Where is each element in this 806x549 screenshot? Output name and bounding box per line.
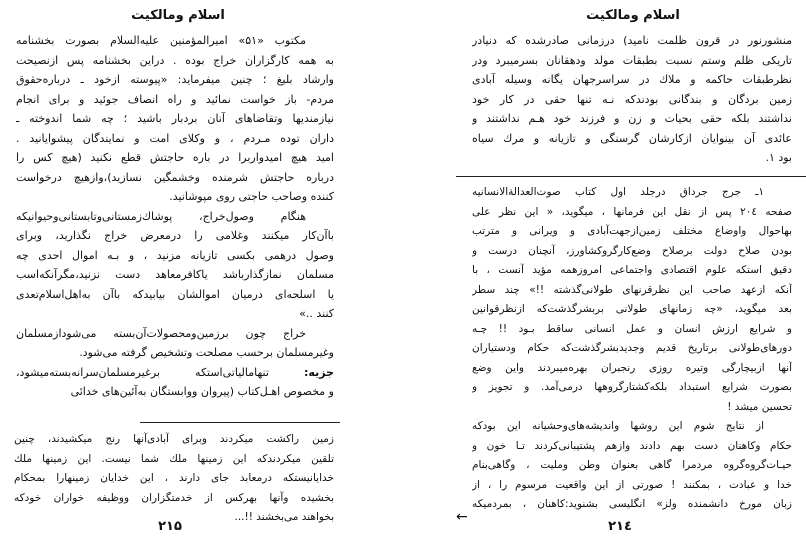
text-line: امید هیچ امیدواربرا در باره حاجتش قطع نکنید (هیچ کس را: [16, 151, 334, 164]
footnote-line: صفحه ۲۰٤ پس از نقل این فرمانها ، میگوید، « این نظر علی: [472, 205, 792, 218]
footnote-line: بودن صلاح دولت برصلاح وضع‌کارگروکشاورز، آنچنان درست و: [472, 244, 792, 257]
running-header: اسلام ومالكيت: [131, 8, 225, 23]
footnote-divider: [140, 422, 340, 423]
text-line: نیازمندیها وتقاضاهای آنان بردبار باشید ؛ چه شما اندوخته ـ: [16, 112, 334, 125]
footnote-line: آنها ازبیچارگی وتیره روزی رنجبران بهره‌میبردند واین وضع: [472, 361, 792, 374]
footnote-line: خدایانیستکه درمعابد جای دارند ، این خدایان زمینهارا بمحکام: [14, 472, 334, 484]
text-line: یا اسلحه‌ای درمیان اموالشان بیابیدکه باآن به‌اهل‌اسلام‌تعدی: [16, 287, 334, 301]
text-line: خراج چون برزمین‌ومحصولات‌آن‌بسته می‌شودازمسلمان: [16, 326, 306, 340]
footnote-line: بهاحوال واوضاع مختلف زمین‌ازجهت‌آبادی و ویرانی و مترتب: [472, 225, 792, 237]
text-line: نداشتند بلکه حقی بحیات و زن و فرزند خود هـم نداشتند و: [472, 112, 792, 125]
text-line: درباره حاجتش شرمنده وخشمگین نسازید)،وازهیچ درخواست: [16, 170, 334, 184]
footnote-line: خدا و عبادت ، بمکنند ! صورتی از این واقعیت مرسوم را ، از: [472, 478, 792, 491]
text-line: تاریکی ظلم وستم نسبت بطبقات مولد ودهقانان بسرمیبرد ودر: [472, 53, 792, 67]
footnote-line: حکام وکاهنان دست بهم دادند وازهم پشتیبانی‌کردند تـا خون و: [472, 439, 792, 452]
footnote-line: ۱ـ جرج جرداق درجلد اول کتاب صوت‌العدالةالانسانیه: [472, 186, 764, 198]
text-line: بود ۱.: [765, 151, 792, 164]
text-line: مکتوب «۵۱» امیرالمؤمنین علیه‌السلام بصورت بخشنامه: [16, 34, 306, 47]
continue-arrow-icon: ←: [456, 509, 468, 525]
text-fragment: تنهامالیاتی‌استکه برغیرمسلمان‌سرانه‌بسته‌میشود،: [16, 365, 269, 379]
text-line: عائدی آن بینوایان ازکارشان گرسنگی و تازیانه و مرك سیاه: [472, 131, 792, 145]
footnote-line: از نتایج شوم این روشها واندیشه‌های‌وحشیانه این بودکه: [472, 420, 764, 432]
footnote-divider: [456, 176, 806, 177]
text-line: منشورنور در قرون ظلمت نامید) درزمانی صادرشده که دنیادر: [472, 34, 792, 47]
jizya-term: جزیه:: [304, 365, 334, 379]
text-line: مردم- باز خواست نمائید و راه انصاف جوئید و برای انجام: [16, 92, 334, 106]
text-line: وارشاد بلیغ ؛ چنین میفرماید: «پیوسته ازخود ـ درباره‌حقوق: [16, 73, 334, 86]
text-line: نظرطبقات حاکمه و ملاك در سراسرجهان یگانه وسیله آبادی: [472, 73, 792, 86]
text-line: باآن‌کار میکنند وغلامی را درمعرض خراج نگذارید، وبرای: [16, 229, 334, 242]
footnote-line: زبان مورخ دانشمنده ولز» انگلیسی بشنوید:کاهنان ، بمردمیکه: [472, 498, 792, 510]
text-line: به همه کارگزاران خراج بوده . دراین بخشنامه پس ازنصیحت: [16, 53, 334, 67]
text-line: داران توده مـردم ، و وکلای امت و نمایندگان پیشوایانید .: [16, 131, 334, 145]
text-line: و مخصوص اهـل‌کتاب (پیروان ووابستگان به‌آئین‌های خدائی: [70, 385, 334, 398]
text-line: کننده وصاحب حاجتی روی مپوشانید.: [169, 190, 334, 203]
footnote-line: زمین راکشت میکردند وبرای آبادی‌آنها رنج میکشیدند، چنین: [14, 433, 334, 445]
footnote-text: [14, 430, 334, 528]
footnote-line: و شرایع ارزش انسان و عمل انسانی ساقط بـود !! چـه: [472, 322, 792, 335]
page-number: ۲۱٤: [608, 519, 632, 534]
right-page: [400, 0, 806, 549]
main-text: [16, 31, 334, 402]
footnote-line: دقیق استکه علوم اقتصادی واجتماعی امروزهمه مؤید آنست ، با: [472, 264, 792, 276]
footnote-line: حیـات‌گروه‌گروه مردمرا گاهی بعنوان وطن وملیت ، وگاهی‌بنام: [472, 459, 792, 471]
footnote-line: دورهای‌طولانی برتاریخ قدیم وجدیدبشرگذشت‌که حکام ودستیاران: [472, 342, 792, 354]
footnote-line: تلقین میکردندکه این زمینها ملك شما نیست. این زمینها ملك: [14, 452, 334, 465]
footnote-text: [472, 183, 792, 515]
footnote-line: بخشیده وآنها بهرکس از خدمتگزاران ووظیفه خواران خودکه: [14, 491, 334, 504]
running-header: اسلام ومالكيت: [586, 8, 680, 23]
text-line: کنند ..»: [299, 307, 334, 320]
text-line: زمین بردگان و بندگانی بودندکه نـه تنها حقی در کار خود: [472, 92, 792, 106]
footnote-line: بعد میگوید، «چه زمانهای طولانی بربشرگذشت‌که ازنظرقوانین: [472, 303, 792, 315]
text-line: هنگام وصول‌خراج، پوشاك‌زمستانی‌وتابستانی‌وحیوانیکه: [16, 209, 306, 223]
text-line: [16, 363, 334, 383]
footnote-line: بصورت شرایع استبداد بلکه‌کشتارگروهها درمی‌آمد. و تجویز و: [472, 381, 792, 393]
text-line: مسلمان نمازگذارباشد یاکافرمعاهد دست نزنید،مگرآنکه‌اسب: [16, 268, 334, 281]
text-line: وصول درهمی بکسی تازیانه مزنید ، و بـه اموال احدی چه: [16, 248, 334, 262]
page-number: ۲۱۵: [158, 519, 182, 534]
footnote-line: آنکه ازعهد صاحب این نظرقرنهای طولانی‌گذشته !!» چند سطر: [472, 283, 792, 296]
footnote-line: بخواهند می‌بخشند !!...: [234, 511, 334, 523]
left-page: [0, 0, 400, 549]
main-text: [472, 31, 792, 168]
text-line: وغیرمسلمان برحسب مصلحت وتشخیص گرفته می‌شود.: [79, 346, 334, 359]
footnote-line: تحسین میشد !: [727, 400, 792, 413]
